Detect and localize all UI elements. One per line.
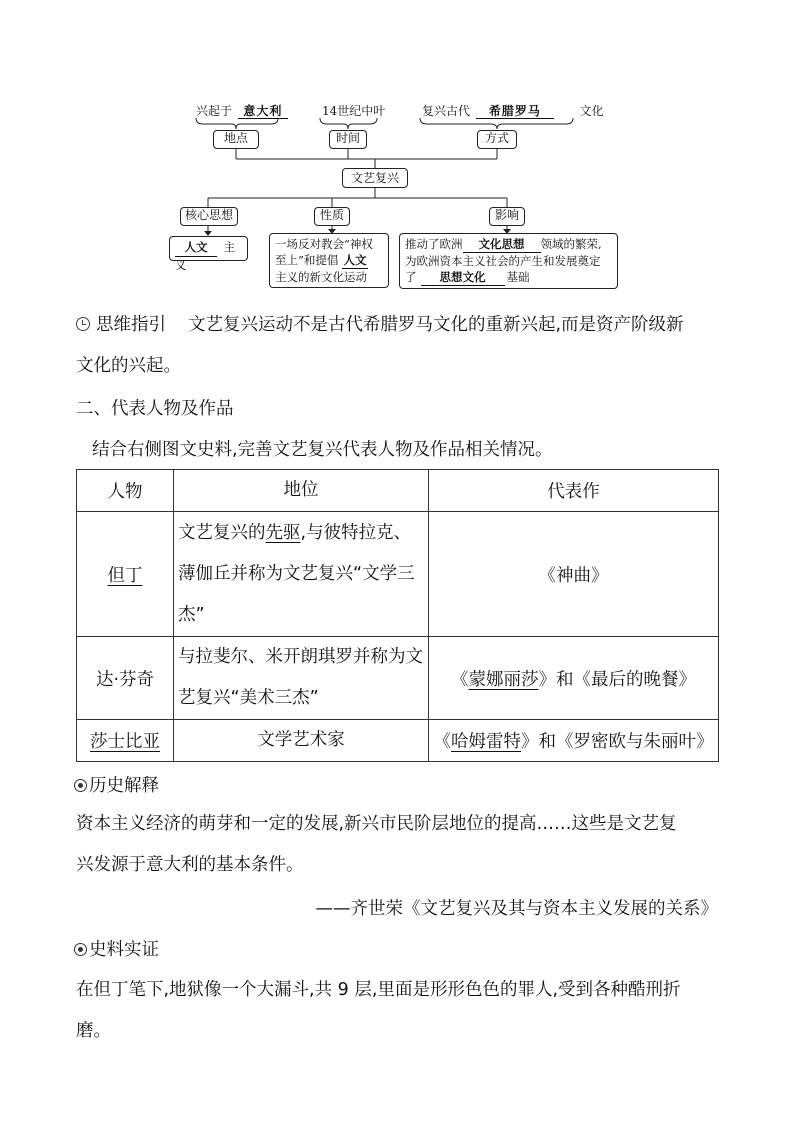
- status-dante-a: 文艺复兴的: [178, 522, 266, 543]
- core-box: [169, 236, 248, 272]
- nature-box: [269, 233, 389, 288]
- place-text: [196, 104, 288, 119]
- history-heading: [74, 772, 159, 800]
- header-status: 地位: [174, 470, 429, 512]
- evidence-label: 史料实证: [89, 940, 159, 960]
- label-place: 地点: [213, 130, 259, 149]
- diagram-connectors: [0, 0, 794, 300]
- status-shakespeare: 文学艺术家: [174, 720, 429, 762]
- core-suffix: 主义: [175, 240, 236, 272]
- label-nature: 性质: [314, 207, 350, 226]
- method-prefix: 复兴古代: [422, 104, 471, 118]
- evidence-heading: [74, 936, 159, 964]
- influence-fill2: 思想文化: [421, 269, 505, 286]
- concept-diagram: [0, 0, 794, 300]
- work-davinci: [429, 637, 719, 720]
- influence-line3b: 基础: [506, 270, 530, 284]
- core-fill: 人文: [175, 239, 217, 257]
- nature-line3: 主义的新文化运动: [275, 270, 367, 284]
- section-title: 二、代表人物及作品: [76, 399, 234, 419]
- evidence-line1: 在但丁笔下,地狱像一个大漏斗,共 9 层,里面是形形色色的罪人,受到各种酷刑折: [76, 980, 681, 1000]
- label-influence: 影响: [489, 207, 525, 226]
- influence-box: [399, 233, 618, 289]
- place-fill: 意大利: [238, 104, 288, 119]
- guide-label: 思维指引: [96, 315, 166, 335]
- influence-fill1: 文化思想: [463, 236, 541, 253]
- work-davinci-underlined: 蒙娜丽莎: [468, 669, 539, 690]
- person-davinci: 达·芬奇: [77, 637, 174, 720]
- influence-line2: 为欧洲资本主义社会的产生和发展奠定: [405, 254, 601, 268]
- table-header-row: [77, 470, 719, 512]
- work-shakespeare-underlined: 哈姆雷特: [451, 732, 521, 752]
- evidence-paragraph: [76, 970, 726, 1052]
- work-shakespeare-b: 》和《罗密欧与朱丽叶》: [521, 732, 714, 752]
- person-dante: 但丁: [107, 565, 143, 586]
- header-person: 人物: [77, 470, 174, 512]
- work-dante: 《神曲》: [429, 512, 719, 637]
- label-core: 核心思想: [180, 207, 238, 226]
- status-davinci: 与拉斐尔、米开朗琪罗并称为文艺复兴“美术三杰”: [174, 637, 429, 720]
- clock-icon: [76, 317, 90, 331]
- guide-line1: 文艺复兴运动不是古代希腊罗马文化的重新兴起,而是资产阶级新: [188, 315, 684, 335]
- section-intro: 结合右侧图文史料,完善文艺复兴代表人物及作品相关情况。: [92, 440, 553, 460]
- history-source: ——齐世荣《文艺复兴及其与资本主义发展的关系》: [315, 899, 718, 919]
- history-label: 历史解释: [89, 776, 159, 796]
- label-time: 时间: [329, 130, 367, 149]
- header-work: 代表作: [429, 470, 719, 512]
- work-davinci-a: 《: [451, 669, 469, 690]
- nature-line1: 一场反对教会“神权: [275, 237, 373, 251]
- influence-line1a: 推动了欧洲: [405, 237, 463, 251]
- guide-line2: 文化的兴起。: [76, 356, 181, 376]
- work-davinci-b: 》和《最后的晚餐》: [538, 669, 696, 690]
- bullet-icon: [74, 779, 87, 792]
- influence-line3a: 了: [405, 270, 417, 284]
- table-row: [77, 720, 719, 762]
- time-text: 14世纪中叶: [322, 104, 386, 118]
- method-suffix: 文化: [579, 104, 604, 118]
- evidence-line2: 磨。: [76, 1021, 111, 1041]
- method-text: [422, 104, 604, 119]
- status-dante-underlined: 先驱: [265, 522, 301, 543]
- person-shakespeare: 莎士比亚: [90, 732, 160, 752]
- table-row: [77, 512, 719, 637]
- work-shakespeare: [429, 720, 719, 762]
- history-paragraph: [76, 804, 726, 886]
- label-center: 文艺复兴: [342, 168, 408, 188]
- work-shakespeare-a: 《: [433, 732, 451, 752]
- method-fill: 希腊罗马: [476, 104, 554, 119]
- history-line2: 兴发源于意大利的基本条件。: [76, 855, 304, 875]
- nature-fill: 人文: [343, 253, 367, 267]
- label-method: 方式: [477, 130, 517, 149]
- place-prefix: 兴起于: [196, 104, 233, 118]
- thinking-guide: [76, 305, 726, 387]
- nature-line2: 至上”和提倡: [275, 253, 339, 267]
- status-dante: [174, 512, 429, 637]
- status-dante-b: ,与彼特拉克、薄伽丘并称为文艺复兴“文学三杰”: [178, 522, 415, 625]
- influence-line1b: 领域的繁荣,: [540, 237, 602, 251]
- history-line1: 资本主义经济的萌芽和一定的发展,新兴市民阶层地位的提高……这些是文艺复: [76, 814, 677, 834]
- table-row: [77, 637, 719, 720]
- bullet-icon: [74, 943, 87, 956]
- figures-table: [76, 469, 719, 762]
